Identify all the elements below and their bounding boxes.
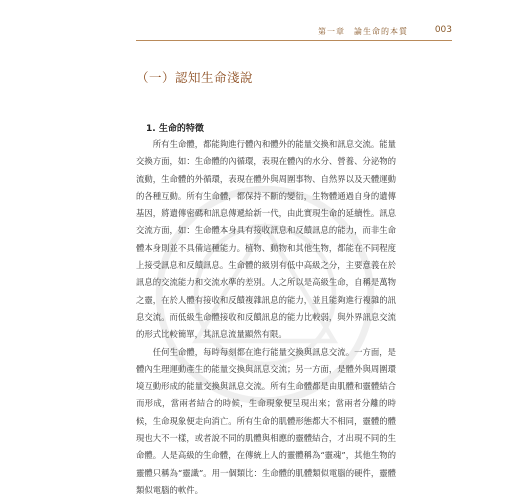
page-number: 003: [434, 25, 452, 35]
paragraph: 所有生命體，都能夠進行體內和體外的能量交換和訊息交流。能量交換方面，如：生命體的內循環，表現在體內的水分、營養、分泌物的流動，生命體的外循環，表現在體外與周圍事物、自然界以及天體運動的各種互動。所有生命體，都保持不斷的變衍，生物體通過自身的遺傳基因，將遺傳密碼和訊息傳遞給新一代，由此實現生命的延續性。訊息交流方面，如：生命體本身具有接收訊息和反饋訊息的能力，而非生命體本身則並不具備這種能力。植物、動物和其他生物，都能在不同程度上接受訊息和反饋訊息。生命體的級別有低中高級之分，主要意義在於訊息的交流能力和交流水準的差別。人之所以是高級生命，自稱是萬物之靈，在於人體有接收和反饋複雜訊息的能力，並且能夠進行複雜的訊息交流。而低級生命體接收和反饋訊息的能力比較弱，與外界訊息交流的形式比較簡單，其訊息流量顯然有限。: [136, 139, 396, 340]
body-text: [136, 136, 396, 499]
paragraph: 任何生命體，每時每刻都在進行能量交換與訊息交流。一方面，是體內生理運動產生的能量交換與訊息交流；另一方面，是體外與周圍環境互動形成的能量交換與訊息交流。所有生命體都是由肌體和靈體結合而形成，當兩者結合的時候，生命現象便呈現出來；當兩者分離的時候，生命現象便走向消亡。所有生命的肌體形態都大不相同，靈體的體現也大不一樣，或者說不同的肌體與相應的靈體結合，才出現不同的生命體。人是高級的生命體，在傳統上人的靈體稱為“靈魂”，其他生物的靈體只稱為“靈識”。用一個類比：生命體的肌體類似電腦的硬件，靈體類似電腦的軟件。: [136, 346, 396, 495]
section-title: （一）認知生命淺說: [136, 70, 254, 85]
subsection-title: 1. 生命的特徵: [146, 124, 204, 134]
page-header: [136, 26, 452, 42]
running-head: 第一章 論生命的本質: [318, 27, 408, 36]
header-rule: [136, 40, 452, 41]
